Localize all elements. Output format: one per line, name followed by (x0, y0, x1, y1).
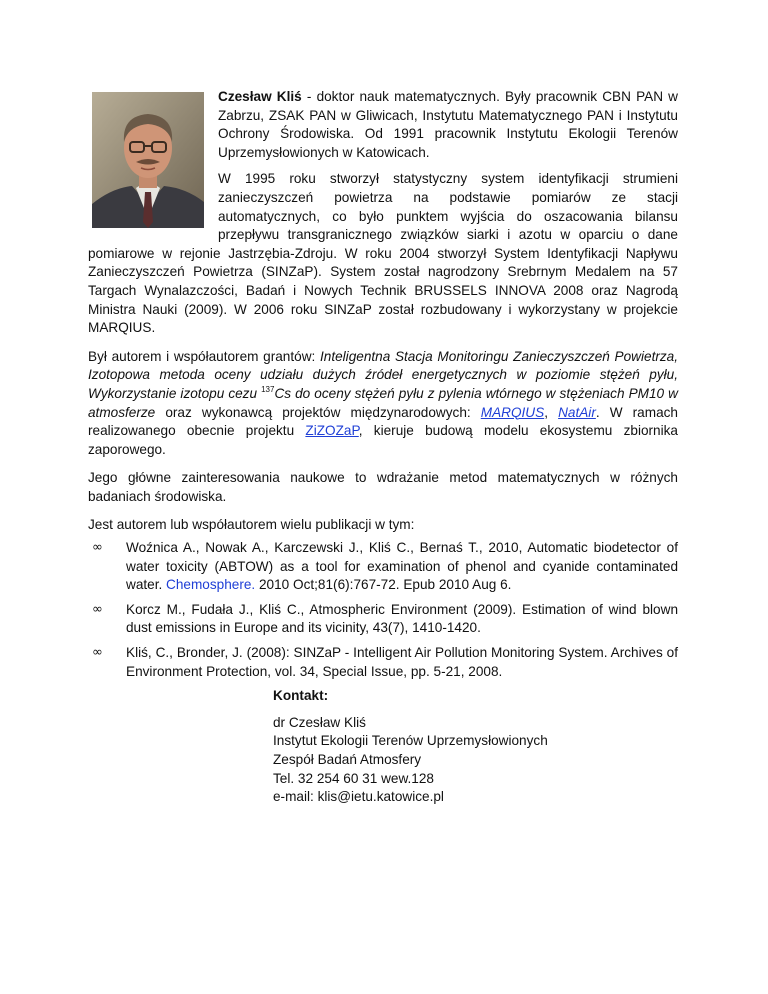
intro-text: - doktor nauk matematycznych. Były pracownik CBN PAN w Zabrzu, ZSAK PAN w Gliwicach, Instytutu Matematycznego PAN i Instytutu Ochrony Środowiska. Od 1991 pracownik Instytutu Ekologii Terenów Uprzemysłowionych w Katowicach. (218, 89, 678, 160)
contact-block (273, 687, 678, 807)
contact-name: dr Czesław Kliś (273, 714, 366, 730)
natair-link[interactable]: NatAir (558, 404, 596, 420)
publications-list (88, 539, 678, 681)
grants-lead: Był autorem i współautorem grantów: (88, 348, 320, 364)
contact-heading: Kontakt: (273, 688, 329, 704)
publication-item (88, 644, 678, 681)
contact-institute: Instytut Ekologii Terenów Uprzemysłowionych (273, 733, 548, 749)
person-name: Czesław Kliś (218, 89, 302, 104)
infinity-bullet-icon: ∞ (92, 601, 103, 617)
interests-paragraph: Jego główne zainteresowania naukowe to wdrażanie metod matematycznych w różnych badaniach środowiska. (88, 470, 678, 504)
grants-paragraph (88, 348, 678, 460)
publication-item (88, 539, 678, 595)
grants-current: . W ramach realizowanego obecnie projektu (88, 404, 678, 439)
publication-details: 2010 Oct;81(6):767-72. Epub 2010 Aug 6. (255, 577, 512, 593)
grants-titles-1: Inteligentna Stacja Monitoringu Zanieczyszczeń Powietrza, Izotopowa metoda oceny udziału dużych źródeł energetycznych w poziomie stężeń pyłu, Wykorzystanie izotopu cezu (88, 348, 679, 401)
contact-team: Zespół Badań Atmosfery (273, 752, 422, 767)
link-separator: , (544, 404, 559, 420)
publications-intro: Jest autorem lub współautorem wielu publikacji w tym: (88, 517, 415, 533)
portrait-photo (92, 92, 204, 228)
publication-text: Woźnica A., Nowak A., Karczewski J., Kliś C., Bernaś T., 2010, Automatic biodetector of water toxicity (ABTOW) as a tool for examination of phenol and cyanide contaminated water. (126, 540, 678, 593)
grants-end: , kieruje budową modelu ekosystemu zbiornika zaporowego. (88, 423, 678, 457)
grants-titles-2: Cs do oceny stężeń pyłu z pylenia wtórnego w stężeniach PM10 w atmosferze (88, 385, 678, 420)
publication-text: Korcz M., Fudała J., Kliś C., Atmospheric Environment (2009). Estimation of wind blown dust emissions in Europe and its vicinity, 43(7), 1410-1420. (126, 601, 678, 636)
infinity-bullet-icon: ∞ (92, 540, 103, 556)
system-paragraph: W 1995 roku stworzył statystyczny system identyfikacji strumieni zanieczyszczeń powietrza na podstawie pomiarów ze stacji automatycznych, co było punktem wyjścia do oszacowania bilansu przepływu transgranicznego związków siarki i azotu w oparciu o dane pomiarowe w rejonie Jastrzębia-Zdroju. W roku 2004 stworzył System Identyfikacji Napływu Zanieczyszczeń Powietrza (SINZaP). System został nagrodzony Srebrnym Medalem na 57 Targach Wynalazczości, Badań i Nowych Technik BRUSSELS INNOVA 2008 oraz Nagrodą Ministra Nauki (2009). W 2006 roku SINZaP został rozbudowany i wykorzystany w projekcie MARQIUS. (88, 171, 678, 336)
portrait-image (92, 92, 204, 228)
publication-item (88, 601, 678, 638)
contact-phone: Tel. 32 254 60 31 wew.128 (273, 770, 434, 786)
infinity-bullet-icon: ∞ (92, 645, 103, 661)
isotope-superscript: 137 (261, 384, 275, 394)
document-page (88, 88, 678, 807)
zizozap-link[interactable]: ZiZOZaP (305, 423, 359, 439)
grants-mid: oraz wykonawcą projektów międzynarodowych: (155, 404, 481, 420)
contact-email[interactable]: e-mail: klis@ietu.katowice.pl (273, 789, 444, 805)
publication-text: Kliś, C., Bronder, J. (2008): SINZaP - Intelligent Air Pollution Monitoring System. Archives of Environment Protection, vol. 34, Special Issue, pp. 5-21, 2008. (126, 645, 678, 679)
publication-journal: Chemosphere. (166, 577, 256, 593)
marqius-link[interactable]: MARQIUS (480, 404, 545, 420)
